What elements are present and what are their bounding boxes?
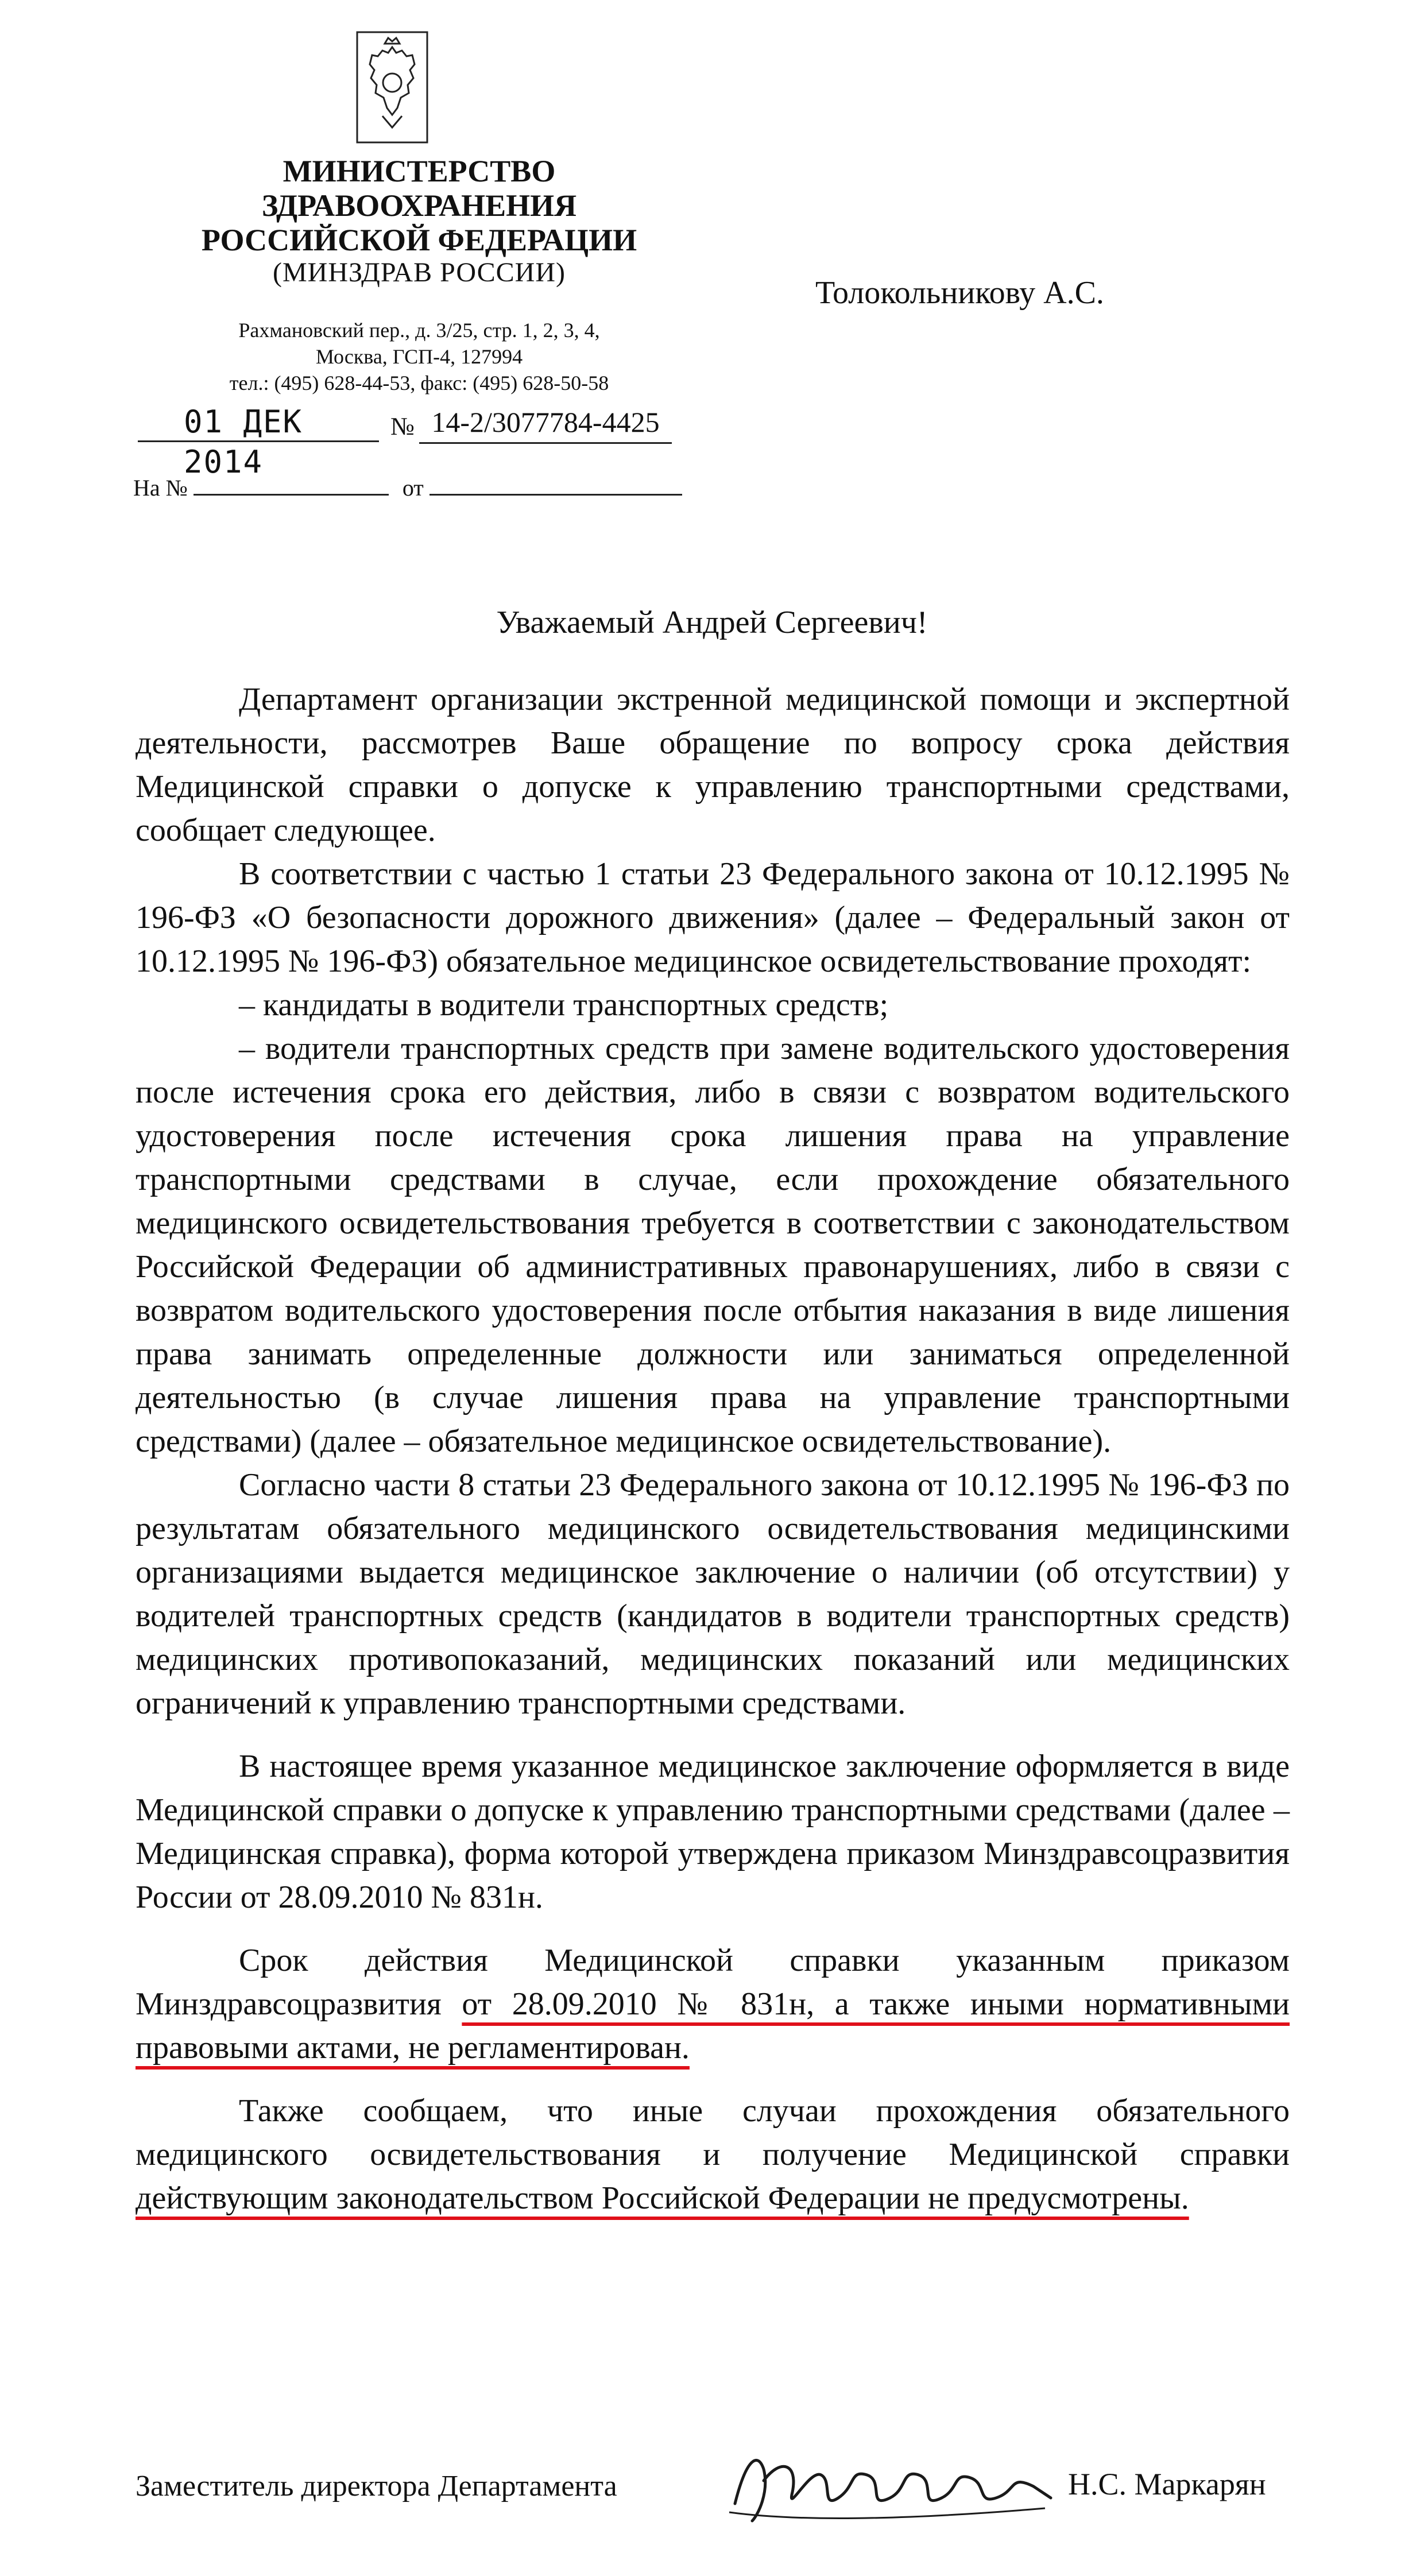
addressee: Толокольникову А.С. <box>815 275 1104 311</box>
highlighted-text: от 28.09.2010 № 831н, а также иными нормативными правовыми актами, не регламентирован. <box>136 1986 1290 2066</box>
registration-number: 14-2/3077784-4425 <box>419 402 672 444</box>
handwritten-signature <box>723 2435 1057 2538</box>
body-paragraph <box>136 2089 1290 2220</box>
reference-from-label: от <box>402 475 424 501</box>
body-paragraph <box>136 1939 1290 2070</box>
ministry-name-line: ЗДРАВООХРАНЕНИЯ <box>261 188 577 223</box>
signatory-title: Заместитель директора Департамента <box>136 2470 617 2502</box>
paragraph-text: Также сообщаем, что иные случаи прохождения обязательного медицинского освидетельствования и получение Медицинской справки <box>136 2093 1290 2172</box>
ministry-address <box>132 317 706 396</box>
address-line: Москва, ГСП-4, 127994 <box>315 345 523 368</box>
body-paragraph: Согласно части 8 статьи 23 Федерального закона от 10.12.1995 № 196-ФЗ по результатам обязательного медицинского освидетельствования медицинскими организациями выдается медицинское заключение о наличии (об отсутствии) у водителей транспортных средств (кандидатов в водители транспортных средств) медицинских противопоказаний, медицинских показаний или медицинских ограничений к управлению транспортными средствами. <box>136 1467 1290 1721</box>
letter-body <box>136 678 1290 2220</box>
address-line: Рахмановский пер., д. 3/25, стр. 1, 2, 3, 4, <box>238 319 600 342</box>
reference-number-blank <box>194 472 389 496</box>
ministry-name-line: РОССИЙСКОЙ ФЕДЕРАЦИИ <box>201 223 637 257</box>
list-item: – кандидаты в водители транспортных средств; <box>239 987 889 1023</box>
number-sign: № <box>390 412 415 440</box>
reference-line <box>133 472 682 502</box>
ministry-short-name: (МИНЗДРАВ РОССИИ) <box>273 257 566 288</box>
coat-of-arms-icon <box>355 30 429 145</box>
contact-line: тел.: (495) 628-44-53, факс: (495) 628-50-58 <box>229 372 609 394</box>
body-paragraph: В настоящее время указанное медицинское заключение оформляется в виде Медицинской справки о допуске к управлению транспортными средствами (далее – Медицинская справка), форма которой утверждена приказом Минздравсоцразвития России от 28.09.2010 № 831н. <box>136 1749 1290 1915</box>
salutation: Уважаемый Андрей Сергеевич! <box>496 605 928 640</box>
reference-prefix: На № <box>133 475 188 501</box>
signatory-name: Н.С. Маркарян <box>1068 2467 1266 2501</box>
paragraph-text: Срок действия Медицинской справки указанным приказом Минздравсоцразвития <box>136 1943 1290 2022</box>
ministry-name <box>132 154 706 257</box>
body-paragraph: В соответствии с частью 1 статьи 23 Федерального закона от 10.12.1995 № 196-ФЗ «О безопасности дорожного движения» (далее – Федеральный закон от 10.12.1995 № 196-ФЗ) обязательное медицинское освидетельствование проходят: <box>136 856 1290 979</box>
ministry-name-line: МИНИСТЕРСТВО <box>283 154 556 188</box>
reference-date-blank <box>429 472 682 496</box>
highlighted-text: действующим законодательством Российской Федерации не предусмотрены. <box>136 2180 1189 2216</box>
body-paragraph: Департамент организации экстренной медицинской помощи и экспертной деятельности, рассмотрев Ваше обращение по вопросу срока действия Медицинской справки о допуске к управлению транспортными средствами, сообщает следующее. <box>136 682 1290 848</box>
list-item: – водители транспортных средств при замене водительского удостоверения после истечения срока его действия, либо в связи с возвратом водительского удостоверения после истечения срока лишения права на управление транспортными средствами в случае, если прохождение обязательного медицинского освидетельствования требуется в соответствии с законодательством Российской Федерации об административных правонарушениях, либо в связи с возвратом водительского удостоверения после отбытия наказания в виде лишения права занимать определенные должности или заниматься определенной деятельностью (в случае лишения права на управление транспортными средствами) (далее – обязательное медицинское освидетельствование). <box>136 1031 1290 1459</box>
date-stamp: 01 ДЕК 2014 <box>138 402 379 442</box>
